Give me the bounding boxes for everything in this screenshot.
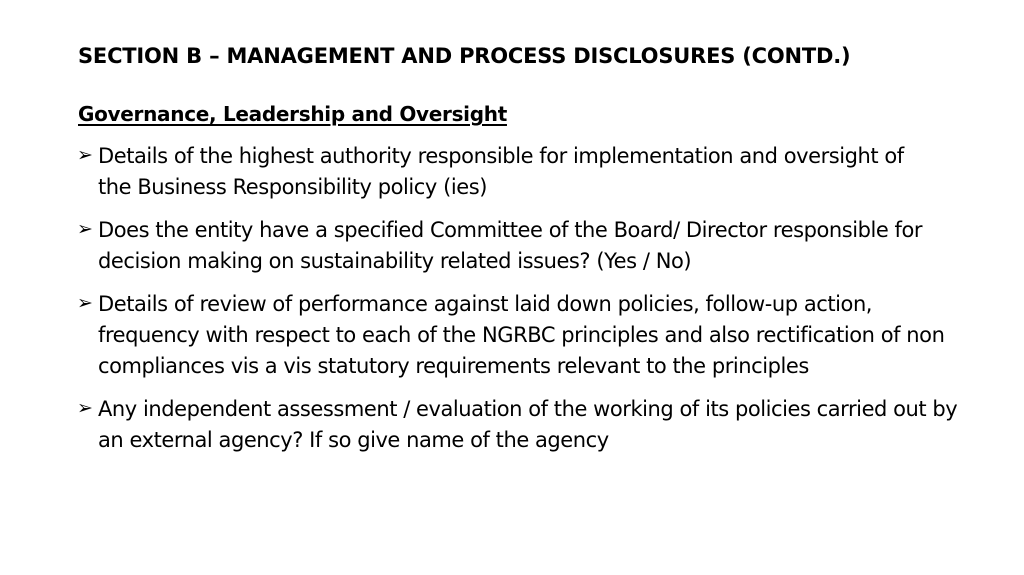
slide-title: SECTION B – MANAGEMENT AND PROCESS DISCLOSURES (CONTD.) (78, 44, 851, 68)
bullet-text: Details of review of performance against laid down policies, follow-up action, frequency with respect to each of the NGRBC principles and also rectification of non compliances vis a vis statutory requirements relevant to the principles (98, 292, 945, 378)
bullet-item (78, 394, 978, 456)
bullet-item (78, 289, 968, 382)
arrow-bullet-icon: ➢ (77, 144, 93, 166)
arrow-bullet-icon: ➢ (77, 218, 93, 240)
bullet-text: Does the entity have a specified Committee of the Board/ Director responsible for decision making on sustainability related issues? (Yes / No) (98, 218, 923, 273)
bullet-item (78, 141, 928, 203)
arrow-bullet-icon: ➢ (77, 397, 93, 419)
section-heading: Governance, Leadership and Oversight (78, 102, 507, 126)
bullet-item (78, 215, 938, 277)
bullet-text: Details of the highest authority responsible for implementation and oversight of the Business Responsibility policy (ies) (98, 144, 904, 199)
arrow-bullet-icon: ➢ (77, 292, 93, 314)
bullet-list (78, 141, 958, 468)
bullet-text: Any independent assessment / evaluation of the working of its policies carried out by an external agency? If so give name of the agency (98, 397, 958, 452)
